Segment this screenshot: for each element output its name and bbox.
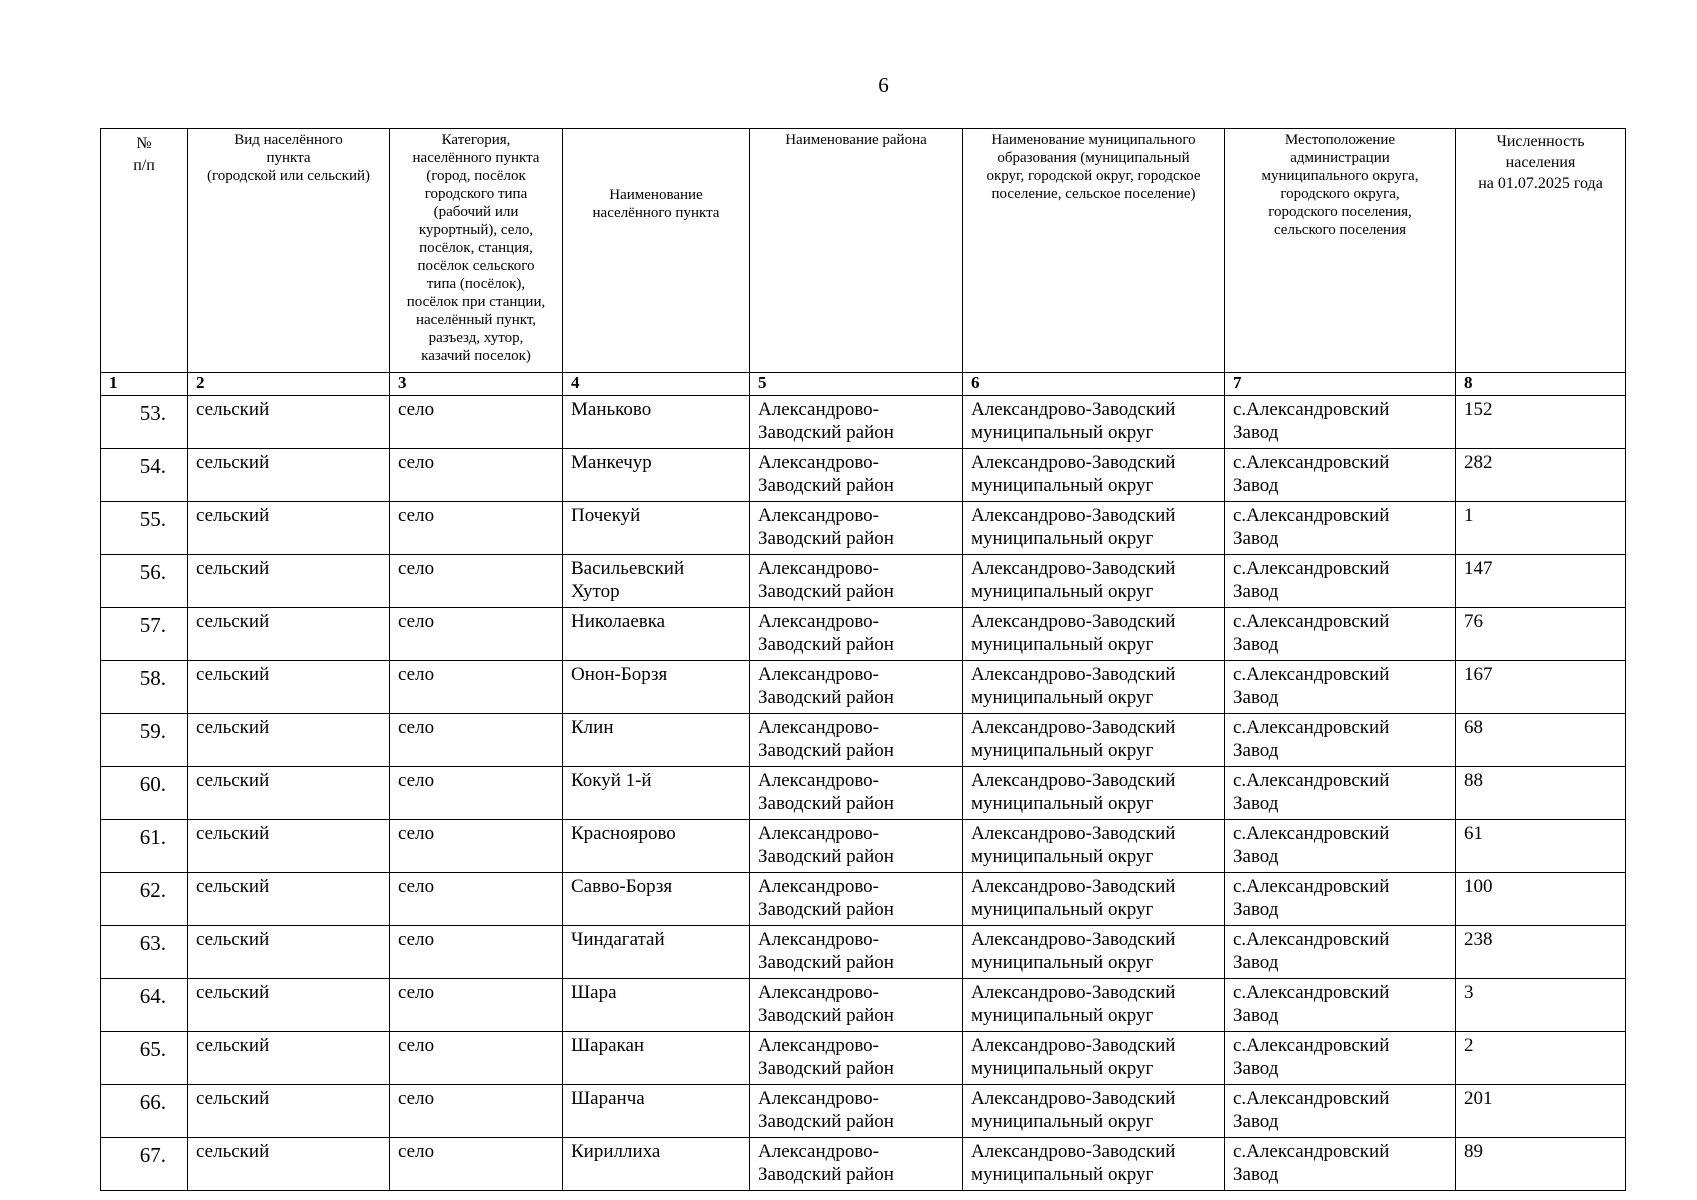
municipality-name: Александрово-Заводский муниципальный округ [963,396,1225,449]
settlement-type: сельский [188,767,390,820]
administration-location: с.Александровский Завод [1225,926,1456,979]
settlement-category: село [390,714,563,767]
header-cell-number: № п/п [101,129,188,373]
district-name: Александрово- Заводский район [750,1085,963,1138]
settlement-category: село [390,502,563,555]
settlement-name: Кокуй 1-й [563,767,750,820]
row-number: 57. [101,608,188,661]
population-value: 76 [1456,608,1626,661]
administration-location: с.Александровский Завод [1225,555,1456,608]
header-cell-district: Наименование района [750,129,963,373]
column-number: 7 [1225,373,1456,396]
administration-location: с.Александровский Завод [1225,979,1456,1032]
table-row [101,661,1626,714]
population-value: 201 [1456,1085,1626,1138]
settlement-type: сельский [188,714,390,767]
row-number: 62. [101,873,188,926]
header-cell-administration: Местоположение администрации муниципального округа, городского округа, городского поселения, сельского поселения [1225,129,1456,373]
header-row [101,129,1626,373]
administration-location: с.Александровский Завод [1225,1138,1456,1191]
district-name: Александрово- Заводский район [750,714,963,767]
municipality-name: Александрово-Заводский муниципальный округ [963,608,1225,661]
table-row [101,1032,1626,1085]
municipality-name: Александрово-Заводский муниципальный округ [963,502,1225,555]
settlement-type: сельский [188,661,390,714]
municipality-name: Александрово-Заводский муниципальный округ [963,979,1225,1032]
row-number: 56. [101,555,188,608]
row-number: 59. [101,714,188,767]
administration-location: с.Александровский Завод [1225,396,1456,449]
column-number: 8 [1456,373,1626,396]
settlement-name: Шаранча [563,1085,750,1138]
settlement-category: село [390,926,563,979]
settlement-category: село [390,608,563,661]
district-name: Александрово- Заводский район [750,396,963,449]
settlements-table [100,128,1626,1191]
settlement-category: село [390,767,563,820]
table-row [101,714,1626,767]
settlement-name: Савво-Борзя [563,873,750,926]
district-name: Александрово- Заводский район [750,608,963,661]
administration-location: с.Александровский Завод [1225,1085,1456,1138]
row-number: 64. [101,979,188,1032]
district-name: Александрово- Заводский район [750,926,963,979]
municipality-name: Александрово-Заводский муниципальный округ [963,926,1225,979]
district-name: Александрово- Заводский район [750,1138,963,1191]
administration-location: с.Александровский Завод [1225,661,1456,714]
column-number: 3 [390,373,563,396]
administration-location: с.Александровский Завод [1225,1032,1456,1085]
column-number: 6 [963,373,1225,396]
population-value: 282 [1456,449,1626,502]
header-cell-population: Численность населения на 01.07.2025 года [1456,129,1626,373]
row-number: 58. [101,661,188,714]
settlement-category: село [390,1032,563,1085]
page-number: 6 [878,73,889,97]
settlement-name: Кириллиха [563,1138,750,1191]
municipality-name: Александрово-Заводский муниципальный округ [963,449,1225,502]
municipality-name: Александрово-Заводский муниципальный округ [963,714,1225,767]
municipality-name: Александрово-Заводский муниципальный округ [963,1032,1225,1085]
district-name: Александрово- Заводский район [750,661,963,714]
row-number: 66. [101,1085,188,1138]
population-value: 68 [1456,714,1626,767]
table-row [101,1085,1626,1138]
population-value: 89 [1456,1138,1626,1191]
municipality-name: Александрово-Заводский муниципальный округ [963,661,1225,714]
settlement-category: село [390,873,563,926]
settlement-category: село [390,1138,563,1191]
row-number: 61. [101,820,188,873]
settlement-name: Шаракан [563,1032,750,1085]
population-value: 167 [1456,661,1626,714]
header-cell-municipality: Наименование муниципального образования (муниципальный округ, городской округ, городское поселение, сельское поселение) [963,129,1225,373]
population-value: 1 [1456,502,1626,555]
settlement-name: Маньково [563,396,750,449]
table-row [101,396,1626,449]
settlement-name: Онон-Борзя [563,661,750,714]
row-number: 60. [101,767,188,820]
settlement-name: Чиндагатай [563,926,750,979]
district-name: Александрово- Заводский район [750,1032,963,1085]
settlement-type: сельский [188,873,390,926]
column-number: 2 [188,373,390,396]
settlement-type: сельский [188,926,390,979]
district-name: Александрово- Заводский район [750,873,963,926]
column-number: 5 [750,373,963,396]
district-name: Александрово- Заводский район [750,555,963,608]
population-value: 88 [1456,767,1626,820]
table-row [101,979,1626,1032]
settlement-type: сельский [188,1032,390,1085]
settlement-name: Клин [563,714,750,767]
table-row [101,555,1626,608]
population-value: 238 [1456,926,1626,979]
district-name: Александрово- Заводский район [750,820,963,873]
administration-location: с.Александровский Завод [1225,714,1456,767]
row-number: 55. [101,502,188,555]
settlement-category: село [390,979,563,1032]
settlement-category: село [390,661,563,714]
settlement-category: село [390,820,563,873]
settlement-type: сельский [188,449,390,502]
municipality-name: Александрово-Заводский муниципальный округ [963,1138,1225,1191]
population-value: 100 [1456,873,1626,926]
settlement-type: сельский [188,820,390,873]
district-name: Александрово- Заводский район [750,502,963,555]
settlement-name: Шара [563,979,750,1032]
column-number: 1 [101,373,188,396]
settlement-type: сельский [188,979,390,1032]
settlement-type: сельский [188,396,390,449]
population-value: 61 [1456,820,1626,873]
municipality-name: Александрово-Заводский муниципальный округ [963,873,1225,926]
row-number: 63. [101,926,188,979]
column-number-row [101,373,1626,396]
table-row [101,1138,1626,1191]
row-number: 54. [101,449,188,502]
row-number: 67. [101,1138,188,1191]
settlement-type: сельский [188,608,390,661]
table-row [101,767,1626,820]
population-value: 2 [1456,1032,1626,1085]
settlement-category: село [390,555,563,608]
table-row [101,873,1626,926]
settlement-type: сельский [188,1085,390,1138]
settlement-category: село [390,449,563,502]
municipality-name: Александрово-Заводский муниципальный округ [963,767,1225,820]
settlement-type: сельский [188,1138,390,1191]
table-row [101,926,1626,979]
settlement-name: Почекуй [563,502,750,555]
table-body [101,396,1626,1191]
municipality-name: Александрово-Заводский муниципальный округ [963,555,1225,608]
header-cell-settlement-name: Наименование населённого пункта [563,129,750,373]
municipality-name: Александрово-Заводский муниципальный округ [963,820,1225,873]
municipality-name: Александрово-Заводский муниципальный округ [963,1085,1225,1138]
table-row [101,608,1626,661]
administration-location: с.Александровский Завод [1225,820,1456,873]
settlement-category: село [390,396,563,449]
header-cell-category: Категория, населённого пункта (город, посёлок городского типа (рабочий или курортный), село, посёлок, станция, посёлок сельского типа (посёлок), посёлок при станции, населённый пункт, разъезд, хутор, казачий поселок) [390,129,563,373]
population-value: 147 [1456,555,1626,608]
header-cell-settlement-type: Вид населённого пункта (городской или сельский) [188,129,390,373]
population-value: 3 [1456,979,1626,1032]
table-row [101,502,1626,555]
administration-location: с.Александровский Завод [1225,767,1456,820]
district-name: Александрово- Заводский район [750,767,963,820]
settlement-type: сельский [188,502,390,555]
settlement-name: Васильевский Хутор [563,555,750,608]
settlement-category: село [390,1085,563,1138]
district-name: Александрово- Заводский район [750,979,963,1032]
row-number: 65. [101,1032,188,1085]
administration-location: с.Александровский Завод [1225,449,1456,502]
settlement-type: сельский [188,555,390,608]
population-value: 152 [1456,396,1626,449]
column-number: 4 [563,373,750,396]
administration-location: с.Александровский Завод [1225,502,1456,555]
administration-location: с.Александровский Завод [1225,873,1456,926]
row-number: 53. [101,396,188,449]
settlement-name: Николаевка [563,608,750,661]
settlement-name: Манкечур [563,449,750,502]
table-row [101,449,1626,502]
settlement-name: Краснoярово [563,820,750,873]
administration-location: с.Александровский Завод [1225,608,1456,661]
table-row [101,820,1626,873]
district-name: Александрово- Заводский район [750,449,963,502]
